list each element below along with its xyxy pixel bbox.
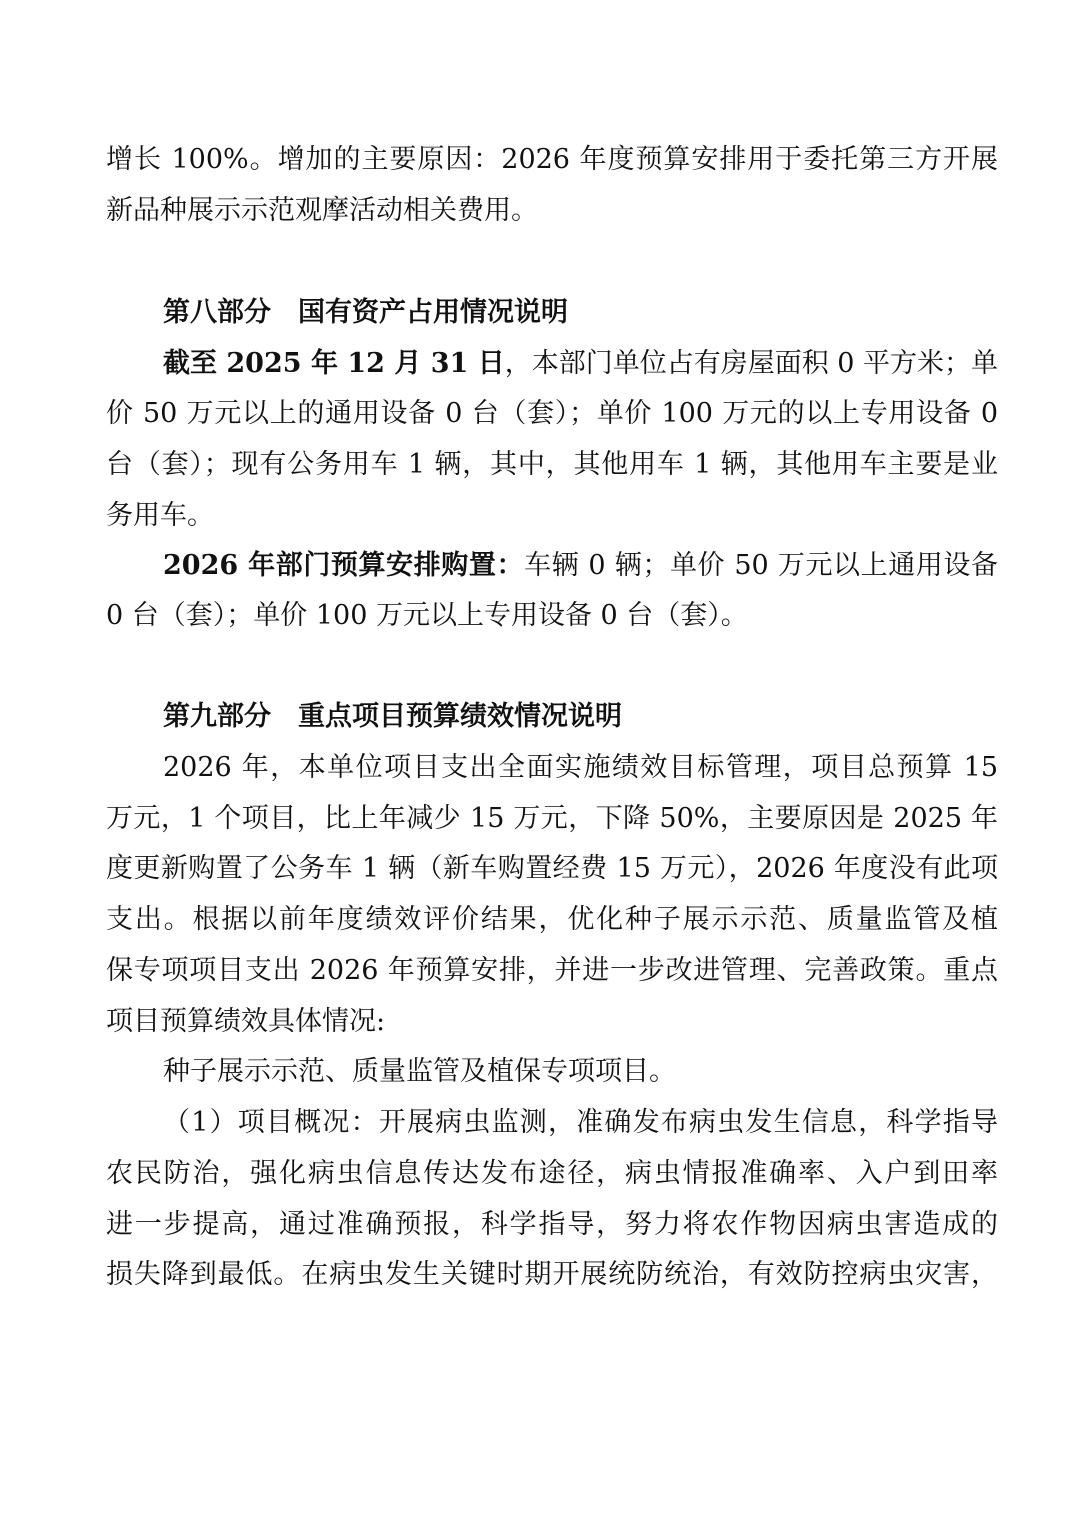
part8-heading: 第八部分 国有资产占用情况说明 [163,297,568,328]
part8-para1-bold: 截至 2025 年 12 月 31 日 [163,348,505,379]
part9-para1-line6: 项目预算绩效具体情况: [106,1006,386,1037]
part8-para1-line4: 务用车。 [106,500,214,531]
part9-para3-line4: 损失降到最低。在病虫发生关键时期开展统防统治，有效防控病虫灾害， [106,1259,998,1290]
part8-para1-line1-rest: ，本部门单位占有房屋面积 0 平方米；单 [504,348,998,379]
part9-para3-line3: 进一步提高，通过准确预报，科学指导，努力将农作物因病虫害造成的 [106,1209,998,1240]
part9-para1-line4: 支出。根据以前年度绩效评价结果，优化种子展示示范、质量监管及植 [106,904,998,935]
intro-line-2: 新品种展示示范观摩活动相关费用。 [106,195,538,226]
part9-para2-line1: 种子展示示范、质量监管及植保专项项目。 [163,1056,676,1087]
part8-para1-line1 [163,347,998,381]
part9-para1-line3: 度更新购置了公务车 1 辆（新车购置经费 15 万元），2026 年度没有此项 [106,853,998,884]
part9-para1-line5: 保专项项目支出 2026 年预算安排，并进一步改进管理、完善政策。重点 [106,955,998,986]
part8-para1-line2: 价 50 万元以上的通用设备 0 台（套）；单价 100 万元的以上专用设备 0 [106,398,998,429]
part8-para2-line1 [163,549,998,583]
intro-line-1: 增长 100%。增加的主要原因：2026 年度预算安排用于委托第三方开展 [106,144,998,175]
part8-para2-line2: 0 台（套）；单价 100 万元以上专用设备 0 台（套）。 [106,600,748,631]
part8-para1-line3: 台（套）；现有公务用车 1 辆，其中，其他用车 1 辆，其他用车主要是业 [106,449,998,480]
part9-para3-line2: 农民防治，强化病虫信息传达发布途径，病虫情报准确率、入户到田率 [106,1158,998,1189]
part9-para1-line2: 万元，1 个项目，比上年减少 15 万元，下降 50%，主要原因是 2025 年 [106,803,998,834]
part9-heading: 第九部分 重点项目预算绩效情况说明 [163,701,622,732]
part8-para2-line1-rest: 车辆 0 辆；单价 50 万元以上通用设备 [524,550,998,581]
part8-para2-bold: 2026 年部门预算安排购置： [163,550,525,581]
part9-para1-line1: 2026 年，本单位项目支出全面实施绩效目标管理，项目总预算 15 [163,752,998,783]
part9-para3-line1: （1）项目概况：开展病虫监测，准确发布病虫发生信息，科学指导 [163,1107,998,1138]
